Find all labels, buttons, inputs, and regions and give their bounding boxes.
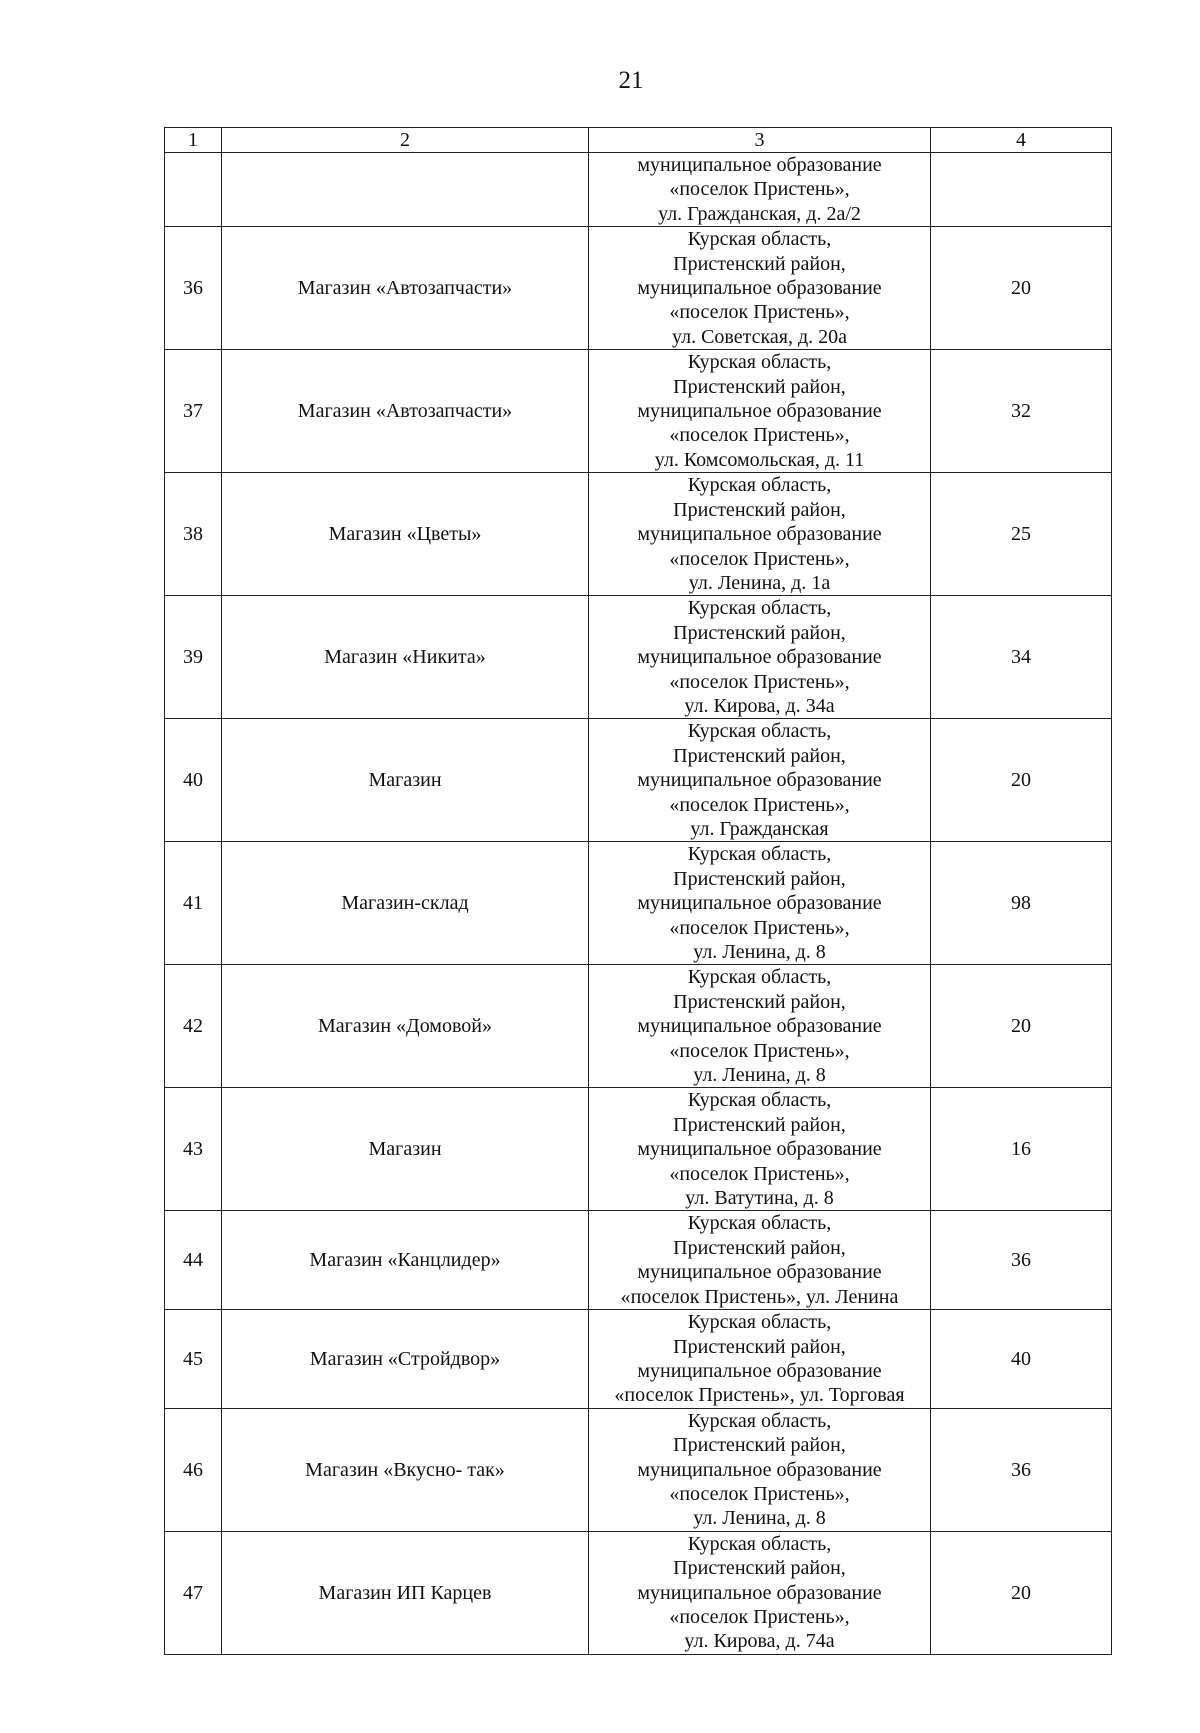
address-line: «поселок Пристень», [669, 301, 850, 324]
address-line: муниципальное образование [637, 1261, 882, 1284]
table-header [165, 128, 1112, 153]
address-line: Курская область, [687, 1089, 832, 1112]
object-name-cell: Магазин «Автозапчасти» [222, 350, 589, 473]
address-cell [589, 473, 931, 596]
address-line: муниципальное образование [637, 1359, 882, 1382]
address-cell [589, 842, 931, 965]
row-number-cell: 47 [165, 1531, 222, 1654]
address-line: «поселок Пристень», ул. Ленина [620, 1285, 899, 1308]
page-number: 21 [618, 67, 644, 94]
row-number-cell: 43 [165, 1088, 222, 1211]
table-row [165, 153, 1112, 227]
header-row [165, 128, 1112, 153]
address-line: муниципальное образование [637, 1581, 882, 1604]
address-line: ул. Ватутина, д. 8 [685, 1187, 834, 1210]
address-line: Курская область, [687, 843, 832, 866]
table-row [165, 965, 1112, 1088]
address-line: ул. Кирова, д. 34а [684, 694, 835, 717]
address-line: ул. Гражданская [690, 817, 829, 840]
address-cell [589, 719, 931, 842]
row-number-cell: 39 [165, 596, 222, 719]
address-line: муниципальное образование [637, 400, 882, 423]
row-number-cell: 38 [165, 473, 222, 596]
row-number-cell: 37 [165, 350, 222, 473]
address-line: Курская область, [687, 474, 832, 497]
table-row [165, 1531, 1112, 1654]
address-cell [589, 350, 931, 473]
address-line: «поселок Пристень», [669, 178, 850, 201]
address-line: муниципальное образование [637, 646, 882, 669]
value-cell: 20 [931, 719, 1112, 842]
object-name-cell: Магазин «Вкусно- так» [222, 1408, 589, 1531]
object-name-cell: Магазин-склад [222, 842, 589, 965]
column-header-1: 1 [165, 128, 222, 153]
object-name-cell [222, 153, 589, 227]
table-row [165, 1211, 1112, 1310]
address-cell [589, 1310, 931, 1409]
object-name-cell: Магазин «Стройдвор» [222, 1310, 589, 1409]
address-line: Пристенский район, [673, 1335, 846, 1358]
address-cell [589, 1088, 931, 1211]
value-cell [931, 153, 1112, 227]
address-line: Пристенский район, [673, 990, 846, 1013]
table-row [165, 596, 1112, 719]
column-header-3: 3 [589, 128, 931, 153]
address-line: «поселок Пристень», [669, 1039, 850, 1062]
row-number-cell: 46 [165, 1408, 222, 1531]
object-name-cell: Магазин «Автозапчасти» [222, 227, 589, 350]
address-line: Курская область, [687, 1311, 832, 1334]
address-line: Курская область, [687, 1212, 832, 1235]
object-name-cell: Магазин «Никита» [222, 596, 589, 719]
table-row [165, 350, 1112, 473]
value-cell: 36 [931, 1408, 1112, 1531]
value-cell: 20 [931, 1531, 1112, 1654]
address-line: ул. Ленина, д. 8 [693, 1064, 826, 1087]
value-cell: 34 [931, 596, 1112, 719]
address-line: «поселок Пристень», [669, 1482, 850, 1505]
value-cell: 25 [931, 473, 1112, 596]
address-line: Пристенский район, [673, 375, 846, 398]
table-row [165, 719, 1112, 842]
address-line: «поселок Пристень», ул. Торговая [614, 1384, 905, 1407]
table-row [165, 1310, 1112, 1409]
object-name-cell: Магазин «Цветы» [222, 473, 589, 596]
address-line: Пристенский район, [673, 621, 846, 644]
address-line: муниципальное образование [637, 154, 882, 176]
value-cell: 36 [931, 1211, 1112, 1310]
row-number-cell: 44 [165, 1211, 222, 1310]
address-line: муниципальное образование [637, 769, 882, 792]
address-line: Пристенский район, [673, 744, 846, 767]
value-cell: 16 [931, 1088, 1112, 1211]
address-line: ул. Советская, д. 20а [671, 325, 848, 348]
address-line: Курская область, [687, 597, 832, 620]
address-line: ул. Комсомольская, д. 11 [654, 448, 865, 471]
address-line: Пристенский район, [673, 498, 846, 521]
value-cell: 98 [931, 842, 1112, 965]
address-line: Курская область, [687, 720, 832, 743]
address-line: Курская область, [687, 1409, 832, 1432]
object-name-cell: Магазин ИП Карцев [222, 1531, 589, 1654]
address-line: «поселок Пристень», [669, 670, 850, 693]
address-line: «поселок Пристень», [669, 916, 850, 939]
address-cell [589, 227, 931, 350]
address-line: муниципальное образование [637, 277, 882, 300]
row-number-cell: 36 [165, 227, 222, 350]
address-line: муниципальное образование [637, 523, 882, 546]
registry-table [164, 127, 1112, 1655]
row-number-cell: 45 [165, 1310, 222, 1409]
table-row [165, 842, 1112, 965]
address-line: «поселок Пристень», [669, 1162, 850, 1185]
table-row [165, 473, 1112, 596]
address-line: Курская область, [687, 228, 832, 251]
row-number-cell: 40 [165, 719, 222, 842]
address-line: Курская область, [687, 351, 832, 374]
value-cell: 20 [931, 227, 1112, 350]
address-line: муниципальное образование [637, 892, 882, 915]
row-number-cell [165, 153, 222, 227]
column-header-2: 2 [222, 128, 589, 153]
address-line: муниципальное образование [637, 1015, 882, 1038]
value-cell: 20 [931, 965, 1112, 1088]
address-cell [589, 596, 931, 719]
address-line: Пристенский район, [673, 1236, 846, 1259]
object-name-cell: Магазин [222, 1088, 589, 1211]
address-cell [589, 1531, 931, 1654]
address-line: Курская область, [687, 1532, 832, 1555]
column-header-4: 4 [931, 128, 1112, 153]
object-name-cell: Магазин «Домовой» [222, 965, 589, 1088]
value-cell: 40 [931, 1310, 1112, 1409]
address-line: «поселок Пристень», [669, 424, 850, 447]
address-cell [589, 1211, 931, 1310]
object-name-cell: Магазин «Канцлидер» [222, 1211, 589, 1310]
address-line: ул. Кирова, д. 74а [684, 1630, 835, 1653]
table-row [165, 1088, 1112, 1211]
address-line: ул. Ленина, д. 8 [693, 941, 826, 963]
address-cell [589, 153, 931, 227]
table-row [165, 1408, 1112, 1531]
address-line: ул. Ленина, д. 8 [693, 1507, 826, 1530]
address-line: «поселок Пристень», [669, 547, 850, 570]
table-body [165, 153, 1112, 1655]
address-line: Пристенский район, [673, 252, 846, 275]
row-number-cell: 42 [165, 965, 222, 1088]
object-name-cell: Магазин [222, 719, 589, 842]
address-line: Пристенский район, [673, 1557, 846, 1580]
address-line: ул. Гражданская, д. 2а/2 [658, 202, 861, 225]
address-line: ул. Ленина, д. 1а [688, 571, 831, 594]
row-number-cell: 41 [165, 842, 222, 965]
address-line: муниципальное образование [637, 1138, 882, 1161]
value-cell: 32 [931, 350, 1112, 473]
address-line: «поселок Пристень», [669, 1605, 850, 1628]
address-line: «поселок Пристень», [669, 793, 850, 816]
address-line: Пристенский район, [673, 1434, 846, 1457]
address-line: муниципальное образование [637, 1458, 882, 1481]
address-cell [589, 1408, 931, 1531]
address-cell [589, 965, 931, 1088]
address-line: Пристенский район, [673, 867, 846, 890]
address-line: Пристенский район, [673, 1113, 846, 1136]
table-row [165, 227, 1112, 350]
address-line: Курская область, [687, 966, 832, 989]
